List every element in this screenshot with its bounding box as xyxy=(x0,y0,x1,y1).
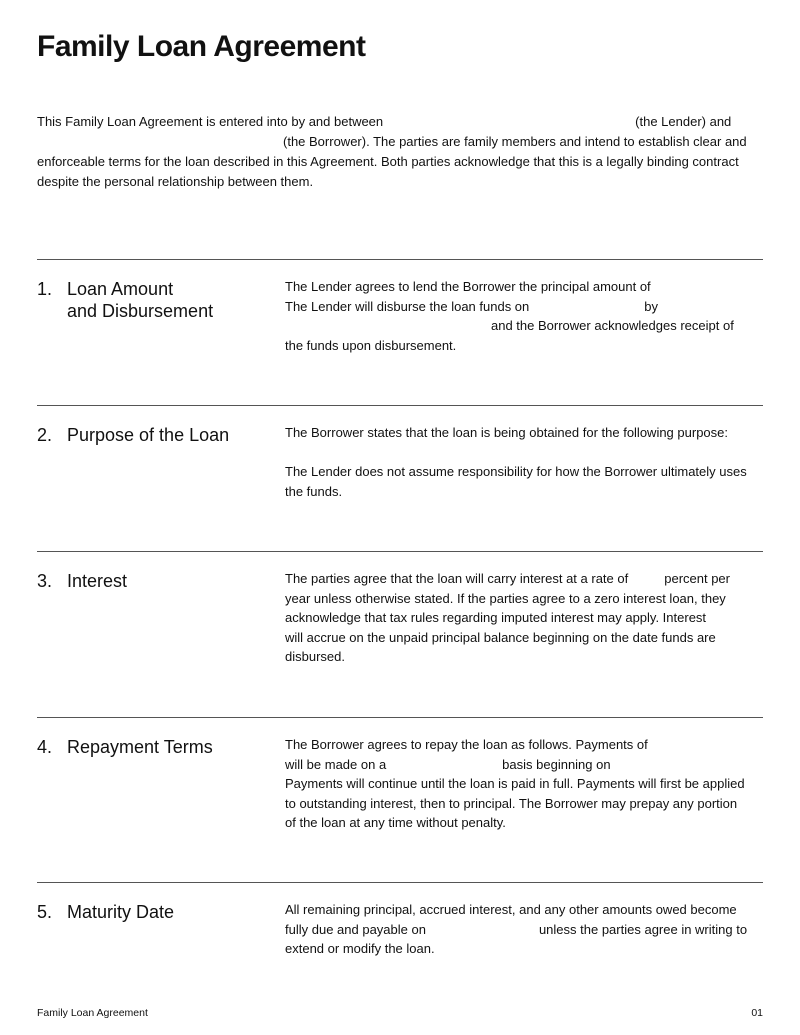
intro-text: despite the personal relationship between them. xyxy=(37,174,314,189)
body-text: unless the parties agree in writing to xyxy=(538,921,748,937)
body-text: The Lender does not assume responsibility for how the Borrower ultimately uses xyxy=(285,464,747,480)
footer-page-number: 01 xyxy=(751,1007,763,1019)
body-text: disbursed. xyxy=(285,649,345,665)
body-text: basis beginning on xyxy=(502,756,611,772)
body-text: by xyxy=(644,298,658,314)
section-title-purpose: Purpose of the Loan xyxy=(67,425,230,445)
body-text: and the Borrower acknowledges receipt of xyxy=(491,318,734,334)
section-title-interest: Interest xyxy=(67,571,128,591)
section-number: 2. xyxy=(37,425,53,445)
body-text: will accrue on the unpaid principal balance beginning on the date funds are xyxy=(285,629,716,645)
loan-purpose-blank[interactable] xyxy=(285,443,765,463)
section-title-repayment: Repayment Terms xyxy=(67,737,213,757)
body-text: percent per xyxy=(664,571,730,586)
body-text: extend or modify the loan. xyxy=(285,941,435,957)
section-body-loan-amount xyxy=(285,277,765,355)
section-body-purpose xyxy=(285,423,765,501)
body-text: The parties agree that the loan will carry interest at a rate of xyxy=(285,571,629,586)
section-body-interest xyxy=(285,569,765,667)
intro-paragraph xyxy=(37,112,765,192)
section-divider xyxy=(37,259,763,260)
body-text: Payments will continue until the loan is paid in full. Payments will first be applied xyxy=(285,776,745,792)
body-text: The Lender agrees to lend the Borrower the principal amount of xyxy=(285,279,651,294)
section-divider xyxy=(37,405,763,406)
body-text: fully due and payable on xyxy=(285,921,426,937)
body-text: The Borrower agrees to repay the loan as follows. Payments of xyxy=(285,737,648,752)
body-text: The Lender will disburse the loan funds on xyxy=(285,298,530,314)
section-body-maturity xyxy=(285,900,765,959)
section-number: 1. xyxy=(37,279,53,299)
body-text: the funds upon disbursement. xyxy=(285,337,457,353)
body-text: All remaining principal, accrued interest, and any other amounts owed become xyxy=(285,902,737,917)
intro-text: (the Borrower). The parties are family members and intend to establish clear and xyxy=(283,134,747,149)
body-text: acknowledge that tax rules regarding imputed interest may apply. Interest xyxy=(285,610,707,626)
section-divider xyxy=(37,882,763,883)
section-divider xyxy=(37,717,763,718)
document-title: Family Loan Agreement xyxy=(37,30,366,63)
section-divider xyxy=(37,551,763,552)
section-title-loan-amount xyxy=(67,278,267,322)
section-title-line: Loan Amount xyxy=(67,279,174,299)
body-text: year unless otherwise stated. If the parties agree to a zero interest loan, they xyxy=(285,590,726,606)
body-text: will be made on a xyxy=(285,756,387,772)
body-text: the funds. xyxy=(285,483,343,499)
footer-document-name: Family Loan Agreement xyxy=(37,1007,148,1019)
section-number: 3. xyxy=(37,571,53,591)
section-title-maturity: Maturity Date xyxy=(67,902,175,922)
section-number: 4. xyxy=(37,737,53,757)
section-title-line: and Disbursement xyxy=(67,301,214,321)
intro-text: This Family Loan Agreement is entered into by and between xyxy=(37,114,384,129)
intro-text: enforceable terms for the loan described in this Agreement. Both parties acknowledge that this is a legally binding contract xyxy=(37,154,739,169)
body-text: of the loan at any time without penalty. xyxy=(285,815,506,831)
body-text: to outstanding interest, then to principal. The Borrower may prepay any portion xyxy=(285,795,738,811)
section-number: 5. xyxy=(37,902,53,922)
body-text: The Borrower states that the loan is being obtained for the following purpose: xyxy=(285,425,728,440)
section-body-repayment xyxy=(285,735,765,833)
intro-text: (the Lender) and xyxy=(635,114,732,129)
